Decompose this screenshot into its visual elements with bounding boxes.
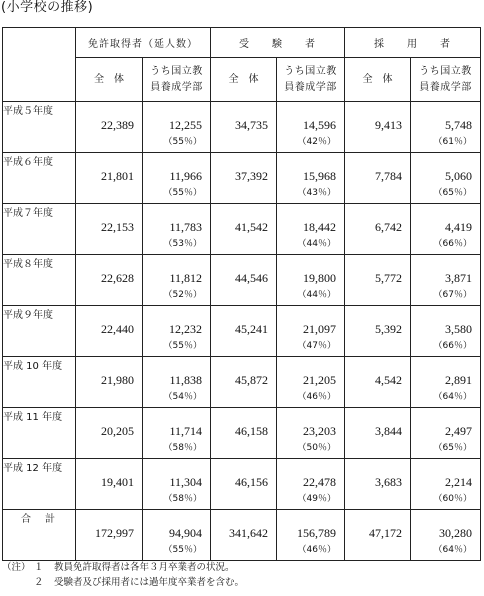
hired-total-cell: 9,413 [345,102,411,153]
row-label: 平成６年度 [3,153,76,204]
table-row [3,459,481,510]
hired-national-cell: 4,419 （66％） [411,204,481,255]
hired-national-cell: 2,214 （60％） [411,459,481,510]
exam-national-cell: 19,800 （44％） [277,255,345,306]
footnote-text: 教員免許取得者は各年３月卒業者の状況。 [54,562,235,573]
header-hired: 採 用 者 [345,28,481,58]
table-row [3,357,481,408]
hired-total-cell: 47,172 [345,510,411,561]
table-row [3,306,481,357]
exam-national-cell: 18,442 （44％） [277,204,345,255]
table-row [3,102,481,153]
row-label: 平成５年度 [3,102,76,153]
license-total-cell: 172,997 [76,510,143,561]
license-total-cell: 21,801 [76,153,143,204]
hired-national-cell: 2,891 （64％） [411,357,481,408]
footnote-1 [2,560,244,575]
table-row [3,408,481,459]
row-label: 平成８年度 [3,255,76,306]
exam-national-cell: 15,968 （43％） [277,153,345,204]
license-national-cell: 11,783 （53％） [143,204,211,255]
footnotes [2,560,244,590]
exam-total-cell: 341,642 [211,510,277,561]
header-exam-national: うち国立教 員養成学部 [277,58,345,102]
table-row [3,204,481,255]
header-exam: 受 験 者 [211,28,345,58]
row-label: 平成 11 年度 [3,408,76,459]
exam-total-cell: 46,156 [211,459,277,510]
table-row [3,153,481,204]
footnote-label: （注） [2,562,31,573]
license-national-cell: 11,812 （52％） [143,255,211,306]
header-hired-national: うち国立教 員養成学部 [411,58,481,102]
license-total-cell: 20,205 [76,408,143,459]
exam-total-cell: 34,735 [211,102,277,153]
license-total-cell: 19,401 [76,459,143,510]
total-row [3,510,481,561]
license-national-cell: 11,714 （58％） [143,408,211,459]
statistics-table [2,27,481,561]
license-national-cell: 11,304 （58％） [143,459,211,510]
hired-national-cell: 3,580 （66％） [411,306,481,357]
page-title: (小学校の推移) [1,0,94,15]
license-total-cell: 22,628 [76,255,143,306]
header-hired-total: 全 体 [345,58,411,102]
hired-total-cell: 6,742 [345,204,411,255]
license-national-cell: 94,904 （55％） [143,510,211,561]
hired-total-cell: 4,542 [345,357,411,408]
exam-total-cell: 45,241 [211,306,277,357]
exam-total-cell: 46,158 [211,408,277,459]
license-national-cell: 11,838 （54％） [143,357,211,408]
license-national-cell: 12,232 （55％） [143,306,211,357]
header-row-groups [3,28,481,58]
exam-total-cell: 37,392 [211,153,277,204]
license-national-cell: 11,966 （55％） [143,153,211,204]
table-row [3,255,481,306]
hired-total-cell: 3,844 [345,408,411,459]
header-exam-total: 全 体 [211,58,277,102]
footnote-number: １ [34,562,44,573]
exam-total-cell: 41,542 [211,204,277,255]
license-total-cell: 22,153 [76,204,143,255]
row-label: 平成７年度 [3,204,76,255]
hired-total-cell: 7,784 [345,153,411,204]
exam-total-cell: 45,872 [211,357,277,408]
hired-national-cell: 2,497 （65％） [411,408,481,459]
license-total-cell: 22,440 [76,306,143,357]
exam-national-cell: 23,203 （50％） [277,408,345,459]
hired-national-cell: 30,280 （64％） [411,510,481,561]
exam-national-cell: 21,205 （46％） [277,357,345,408]
hired-total-cell: 5,392 [345,306,411,357]
license-national-cell: 12,255 （55％） [143,102,211,153]
row-label: 平成 10 年度 [3,357,76,408]
row-label: 平成９年度 [3,306,76,357]
header-license-national: うち国立教 員養成学部 [143,58,211,102]
exam-national-cell: 156,789 （46％） [277,510,345,561]
hired-total-cell: 3,683 [345,459,411,510]
header-license-total: 全 体 [76,58,143,102]
exam-national-cell: 21,097 （47％） [277,306,345,357]
footnote-2 [2,575,244,590]
header-corner [3,28,76,102]
footnote-number: ２ [34,577,44,588]
license-total-cell: 21,980 [76,357,143,408]
hired-national-cell: 5,748 （61％） [411,102,481,153]
header-license: 免許取得者（延人数） [76,28,211,58]
hired-national-cell: 3,871 （67％） [411,255,481,306]
exam-total-cell: 44,546 [211,255,277,306]
hired-total-cell: 5,772 [345,255,411,306]
exam-national-cell: 14,596 （42％） [277,102,345,153]
footnote-text: 受験者及び採用者には過年度卒業者を含む。 [54,577,245,588]
exam-national-cell: 22,478 （49％） [277,459,345,510]
row-label: 平成 12 年度 [3,459,76,510]
license-total-cell: 22,389 [76,102,143,153]
hired-national-cell: 5,060 （65％） [411,153,481,204]
total-label: 合 計 [3,510,76,561]
